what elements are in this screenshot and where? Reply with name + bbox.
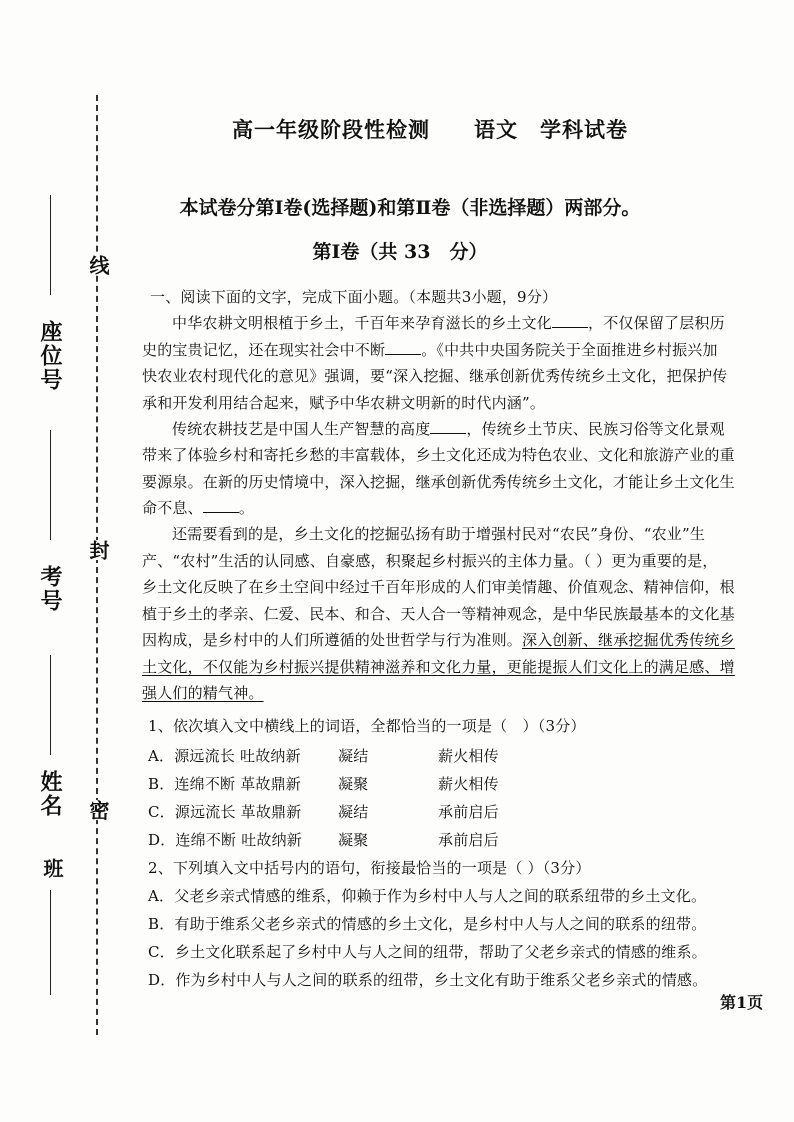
question-1-stem: 1、依次填入文中横线上的词语，全都恰当的一项是（ ）（3分）	[148, 717, 586, 735]
seat-blank-line[interactable]	[50, 195, 51, 295]
fill-blank[interactable]	[203, 500, 239, 513]
fill-blank[interactable]	[552, 315, 588, 328]
passage-line: 产、“农村”生活的认同感、自豪感，积聚起乡村振兴的主体力量。（ ）更为重要的是，	[142, 552, 718, 570]
passage-line: 命不息、 。	[142, 499, 255, 517]
question-1-option-a[interactable]: A．源远流长 吐故纳新 凝结 薪火相传	[148, 747, 499, 765]
question-2-option-b[interactable]: B．有助于维系父老乡亲式的情感的乡土文化，是乡村中人与人之间的联系的纽带。	[148, 915, 707, 933]
name-blank-line[interactable]	[50, 655, 51, 755]
binding-dashed-line	[96, 95, 98, 1035]
passage-line: 乡土文化反映了在乡土空间中经过千百年形成的人们审美情趣、价值观念、精神信仰，根	[142, 578, 735, 596]
question-2-option-d[interactable]: D．作为乡村中人与人之间的联系的纽带，乡土文化有助于维系父老乡亲式的情感。	[148, 971, 708, 989]
fold-mark-seal: 封	[84, 540, 113, 560]
fold-mark-line: 线	[84, 255, 113, 275]
passage-line: 因构成，是乡村中的人们所遵循的处世哲学与行为准则。深入创新、继承挖掘优秀传统乡	[142, 631, 735, 649]
fold-mark-dense: 密	[84, 800, 113, 820]
passage-line: 带来了体验乡村和寄托乡愁的丰富载体，乡土文化还成为特色农业、文化和旅游产业的重	[142, 446, 735, 464]
class-blank-line[interactable]	[50, 890, 51, 995]
question-1-option-d[interactable]: D．连绵不断 吐故纳新 凝聚 承前启后	[148, 831, 499, 849]
part-one-heading: 第Ⅰ卷（共 33 分）	[312, 241, 488, 263]
question-1-option-c[interactable]: C．源远流长 革故鼎新 凝结 承前启后	[148, 803, 499, 821]
underlined-sentence: 深入创新、继承挖掘优秀传统乡	[522, 631, 735, 649]
exam-no-blank-line[interactable]	[50, 430, 51, 540]
passage-line: 还需要看到的是，乡土文化的挖掘弘扬有助于增强村民对“农民”身份、“农业”生	[172, 525, 706, 543]
question-1-option-b[interactable]: B．连绵不断 革故鼎新 凝聚 薪火相传	[148, 775, 499, 793]
question-2-stem: 2、下列填入文中括号内的语句，衔接最恰当的一项是（ ）（3分）	[148, 859, 591, 877]
passage-line: 承和开发利用结合起来，赋予中华农耕文明新的时代内涵”。	[142, 394, 546, 412]
name-label: 姓名	[37, 770, 63, 818]
fill-blank[interactable]	[430, 421, 466, 434]
passage-line: 史的宝贵记忆，还在现实社会中不断 。《中共中央国务院关于全面推进乡村振兴加	[142, 341, 718, 359]
passage-line: 植于乡土的孝亲、仁爱、民本、和合、天人合一等精神观念，是中华民族最基本的文化基	[142, 605, 735, 623]
underlined-sentence: 强人们的精气神。	[142, 684, 264, 702]
section-heading: 一、阅读下面的文字，完成下面小题。（本题共3小题，9分）	[150, 288, 558, 306]
question-2-option-a[interactable]: A．父老乡亲式情感的维系，仰赖于作为乡村中人与人之间的联系纽带的乡土文化。	[148, 887, 707, 905]
passage-line: 快农业农村现代化的意见》强调，要“深入挖掘、继承创新优秀传统乡土文化，把保护传	[142, 367, 728, 385]
passage-line: 要源泉。在新的历史情境中，深入挖掘，继承创新优秀传统乡土文化，才能让乡土文化生	[142, 473, 735, 491]
seat-number-label: 座位号	[37, 320, 63, 392]
fill-blank[interactable]	[385, 342, 421, 355]
underlined-sentence: 土文化，不仅能为乡村振兴提供精神滋养和文化力量，更能提振人们文化上的满足感、增	[142, 658, 735, 676]
page-number: 第1页	[720, 993, 764, 1012]
passage-line: 中华农耕文明根植于乡土，千百年来孕育滋长的乡土文化 ，不仅保留了层积历	[172, 314, 725, 332]
class-label: 班	[40, 858, 64, 878]
exam-intro: 本试卷分第Ⅰ卷(选择题)和第Ⅱ卷（非选择题）两部分。	[179, 197, 641, 219]
exam-title: 高一年级阶段性检测 语文 学科试卷	[232, 117, 628, 142]
question-2-option-c[interactable]: C．乡土文化联系起了乡村中人与人之间的纽带，帮助了父老乡亲式的情感的维系。	[148, 943, 707, 961]
exam-number-label: 考号	[37, 565, 63, 613]
passage-line: 传统农耕技艺是中国人生产智慧的高度 ，传统乡土节庆、民族习俗等文化景观	[172, 420, 725, 438]
